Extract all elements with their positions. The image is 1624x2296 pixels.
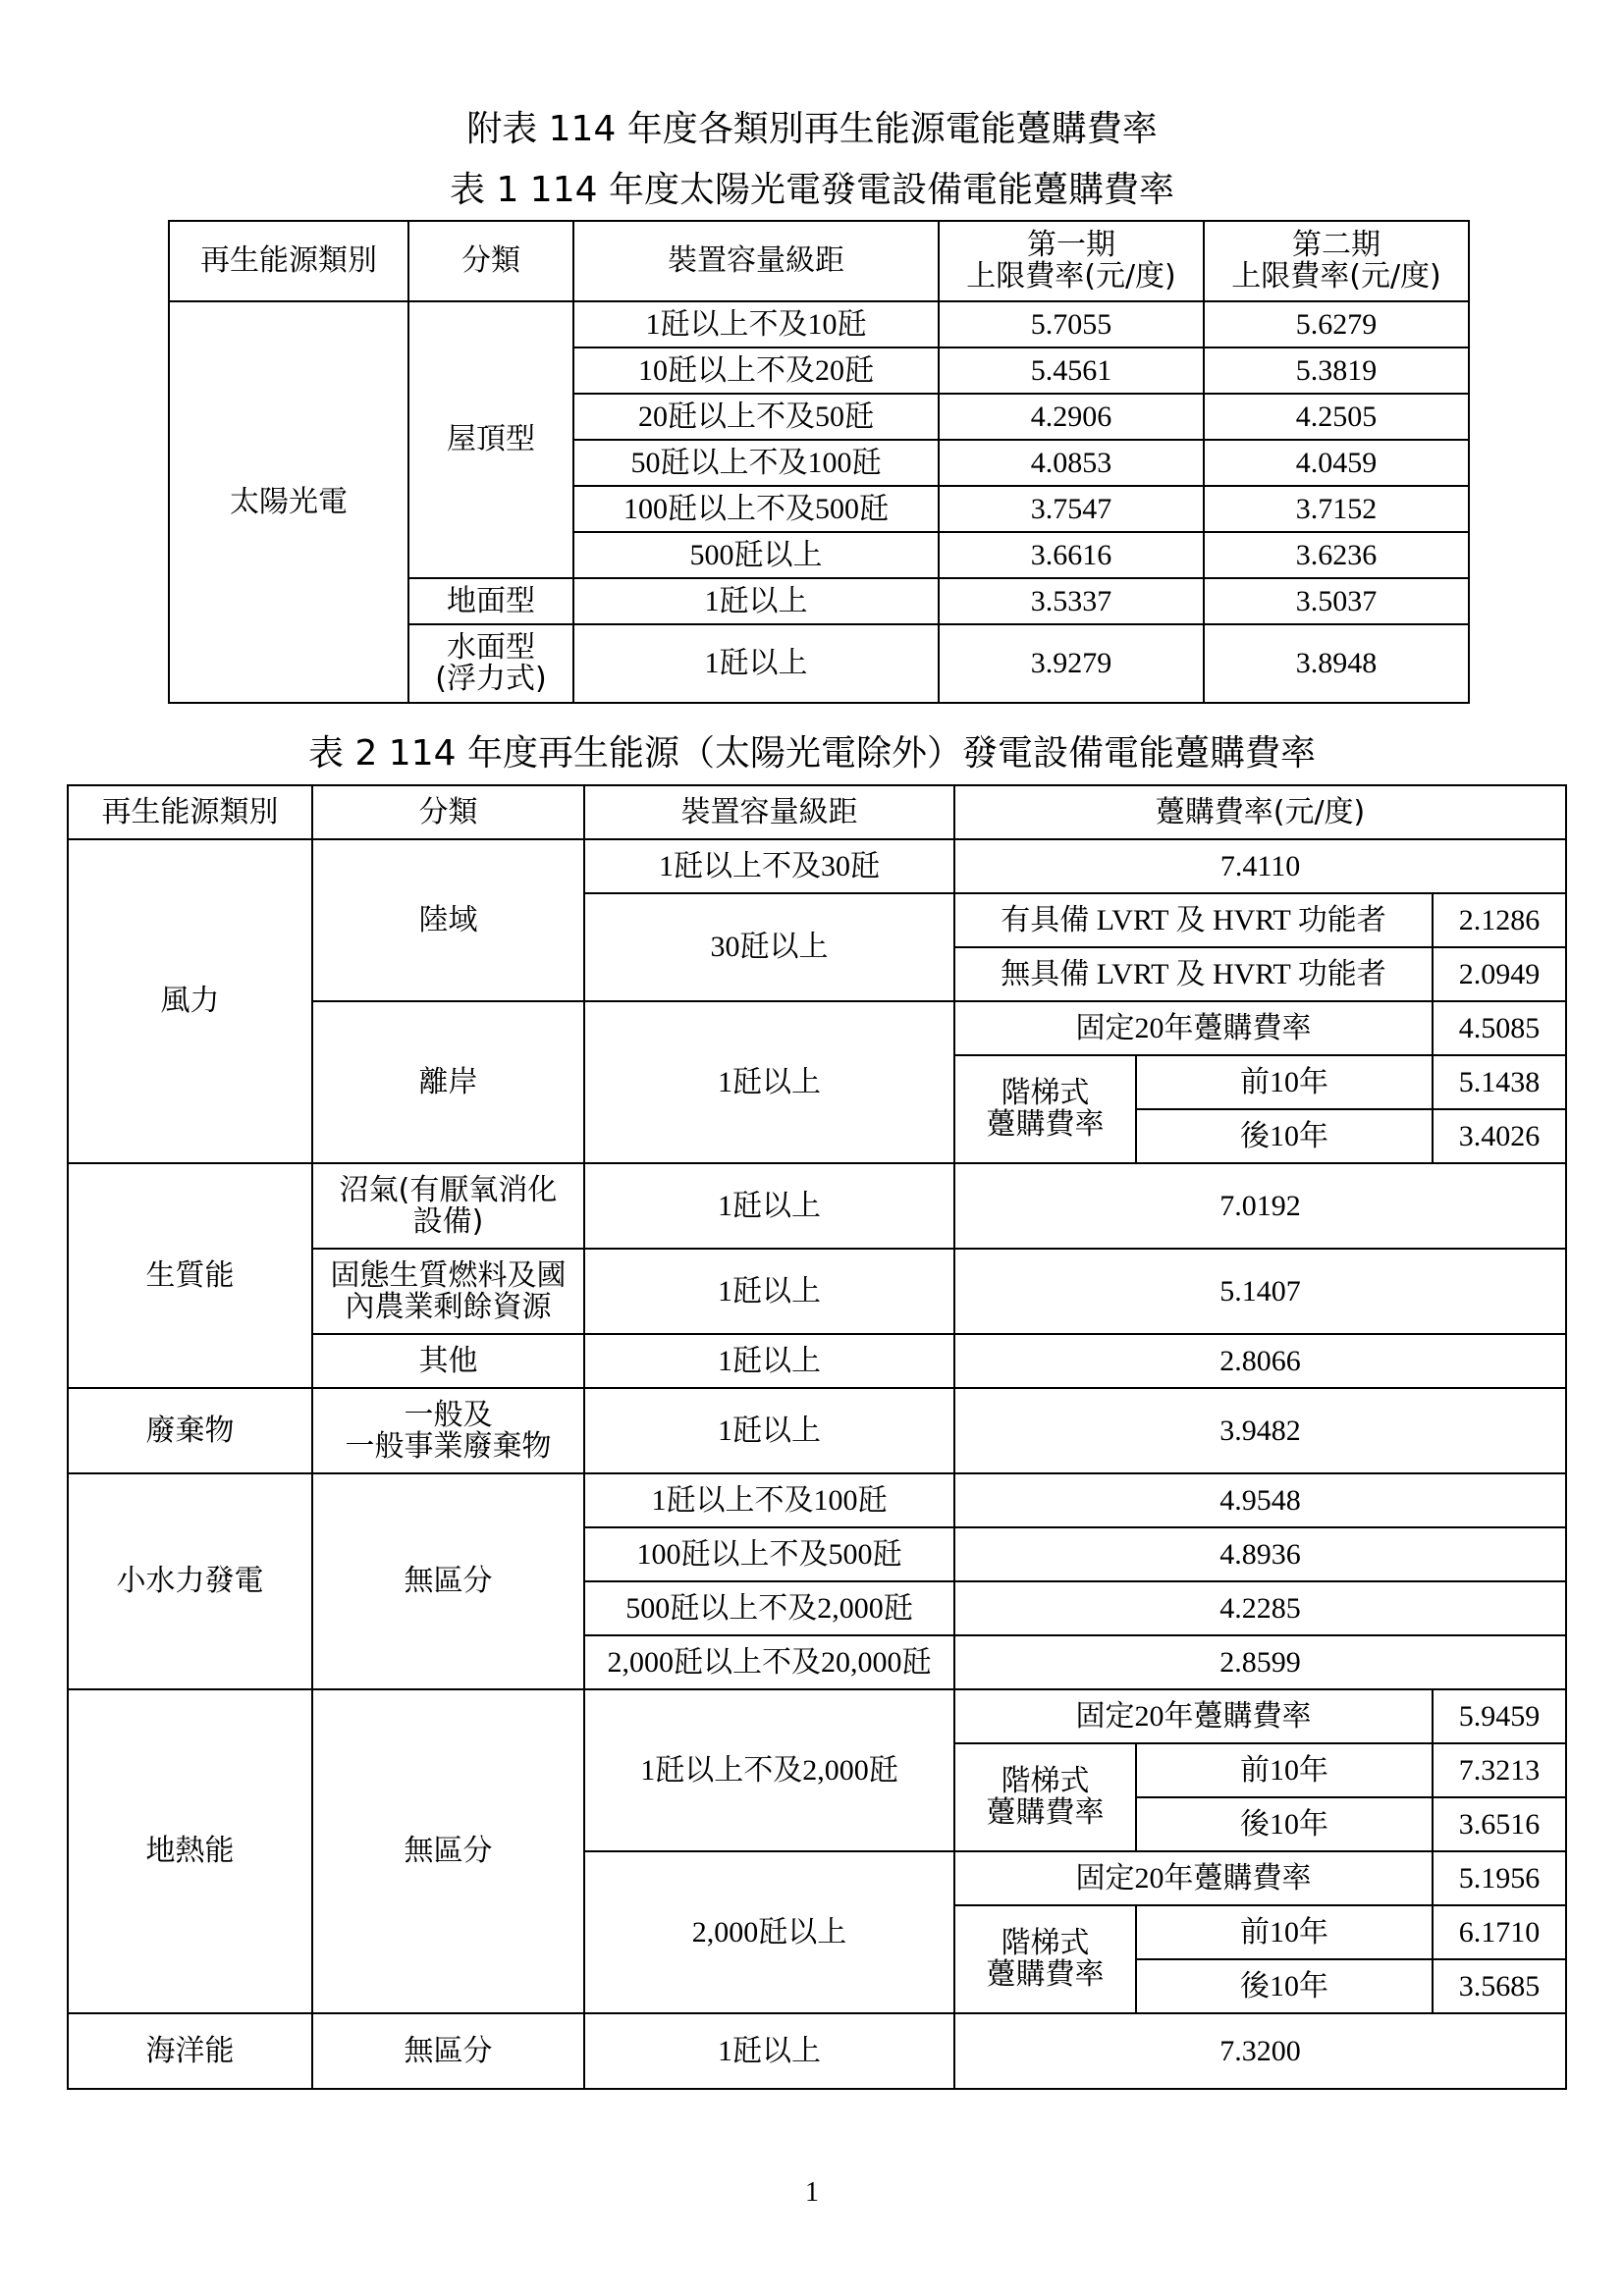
tiered-rate-label [954, 1743, 1136, 1851]
capacity-cell: 2,000瓩以上 [584, 1851, 954, 2013]
rate-cell: 5.1407 [954, 1249, 1566, 1334]
fixed-rate-label: 固定20年躉購費率 [954, 1689, 1433, 1743]
type-waste-line2: 一般事業廢棄物 [345, 1428, 552, 1464]
type-rooftop: 屋頂型 [408, 301, 573, 578]
rate-cell: 5.6279 [1204, 301, 1469, 347]
header-category: 再生能源類別 [68, 785, 312, 839]
rate-cell: 7.3200 [954, 2013, 1566, 2089]
rate-cell: 3.6616 [939, 532, 1204, 578]
rate-cell: 4.2906 [939, 394, 1204, 440]
capacity-cell: 1瓩以上 [573, 624, 939, 703]
type-onshore: 陸域 [312, 839, 584, 1001]
last10-label: 後10年 [1136, 1109, 1433, 1163]
rate-cell: 2.0949 [1433, 947, 1566, 1001]
header-period1-line2: 上限費率(元/度) [966, 259, 1176, 294]
capacity-cell: 2,000瓩以上不及20,000瓩 [584, 1635, 954, 1689]
category-biomass: 生質能 [68, 1163, 312, 1388]
header-period1-line1: 第一期 [1027, 228, 1115, 262]
rate-cell: 2.1286 [1433, 893, 1566, 947]
capacity-cell: 1瓩以上 [584, 1001, 954, 1163]
capacity-cell: 1瓩以上不及2,000瓩 [584, 1689, 954, 1851]
capacity-cell: 1瓩以上 [573, 578, 939, 624]
capacity-cell: 500瓩以上 [573, 532, 939, 578]
rate-cell: 3.8948 [1204, 624, 1469, 703]
capacity-cell: 100瓩以上不及500瓩 [584, 1527, 954, 1581]
category-geothermal: 地熱能 [68, 1689, 312, 2013]
capacity-cell: 1瓩以上不及100瓩 [584, 1473, 954, 1527]
rate-cell: 4.5085 [1433, 1001, 1566, 1055]
type-solid-line1: 固態生質燃料及國 [330, 1257, 567, 1293]
rate-cell: 5.1438 [1433, 1055, 1566, 1109]
renewable-rate-table [67, 784, 1567, 2090]
rate-cell: 4.8936 [954, 1527, 1566, 1581]
rate-cell: 7.4110 [954, 839, 1566, 893]
rate-cell: 7.0192 [954, 1163, 1566, 1249]
last10-label: 後10年 [1136, 1797, 1433, 1851]
rate-cell: 7.3213 [1433, 1743, 1566, 1797]
header-capacity: 裝置容量級距 [573, 221, 939, 301]
table-row [68, 839, 1566, 893]
header-period2-line1: 第二期 [1292, 228, 1380, 262]
type-ground: 地面型 [408, 578, 573, 624]
lvrt-with-label: 有具備 LVRT 及 HVRT 功能者 [954, 893, 1433, 947]
rate-cell: 3.4026 [1433, 1109, 1566, 1163]
rate-cell: 3.5337 [939, 578, 1204, 624]
capacity-cell: 1瓩以上 [584, 1388, 954, 1473]
capacity-cell: 100瓩以上不及500瓩 [573, 486, 939, 532]
table1-caption: 表 1 114 年度太陽光電發電設備電能躉購費率 [450, 170, 1174, 210]
category-waste: 廢棄物 [68, 1388, 312, 1473]
category-wind: 風力 [68, 839, 312, 1163]
capacity-cell: 1瓩以上不及30瓩 [584, 839, 954, 893]
tiered-line1: 階梯式 [1001, 1764, 1090, 1798]
table-row [68, 1163, 1566, 1249]
rate-cell: 5.1956 [1433, 1851, 1566, 1905]
type-offshore: 離岸 [312, 1001, 584, 1163]
solar-rate-table [168, 220, 1470, 704]
rate-cell: 3.7152 [1204, 486, 1469, 532]
type-biogas-line1: 沼氣(有厭氧消化 [339, 1172, 558, 1207]
rate-cell: 4.2505 [1204, 394, 1469, 440]
category-ocean: 海洋能 [68, 2013, 312, 2089]
type-waste-line1: 一般及 [404, 1397, 493, 1432]
category-solar: 太陽光電 [169, 301, 408, 703]
rate-cell: 5.4561 [939, 347, 1204, 394]
table-row [68, 1689, 1566, 1743]
tiered-rate-label [954, 1905, 1136, 2013]
type-general-waste [312, 1388, 584, 1473]
capacity-cell: 10瓩以上不及20瓩 [573, 347, 939, 394]
type-undivided: 無區分 [312, 1473, 584, 1689]
rate-cell: 6.1710 [1433, 1905, 1566, 1959]
header-capacity: 裝置容量級距 [584, 785, 954, 839]
tiered-line2: 躉購費率 [986, 1957, 1105, 1992]
type-solid-biomass [312, 1249, 584, 1334]
capacity-cell: 20瓩以上不及50瓩 [573, 394, 939, 440]
rate-cell: 2.8066 [954, 1334, 1566, 1388]
lvrt-without-label: 無具備 LVRT 及 HVRT 功能者 [954, 947, 1433, 1001]
fixed-rate-label: 固定20年躉購費率 [954, 1851, 1433, 1905]
capacity-cell: 1瓩以上 [584, 1249, 954, 1334]
type-floating [408, 624, 573, 703]
tiered-rate-label [954, 1055, 1136, 1163]
table-row [68, 1388, 1566, 1473]
rate-cell: 5.9459 [1433, 1689, 1566, 1743]
category-hydro: 小水力發電 [68, 1473, 312, 1689]
header-period1 [939, 221, 1204, 301]
table-row [68, 1473, 1566, 1527]
table-header-row [169, 221, 1469, 301]
rate-cell: 3.5685 [1433, 1959, 1566, 2013]
type-biogas [312, 1163, 584, 1249]
rate-cell: 3.9279 [939, 624, 1204, 703]
header-period2 [1204, 221, 1469, 301]
tiered-line2: 躉購費率 [986, 1107, 1105, 1142]
fixed-rate-label: 固定20年躉購費率 [954, 1001, 1433, 1055]
rate-cell: 3.7547 [939, 486, 1204, 532]
rate-cell: 5.7055 [939, 301, 1204, 347]
type-floating-line1: 水面型 [447, 630, 535, 665]
capacity-cell: 1瓩以上 [584, 2013, 954, 2089]
capacity-cell: 1瓩以上不及10瓩 [573, 301, 939, 347]
type-other: 其他 [312, 1334, 584, 1388]
rate-cell: 4.2285 [954, 1581, 1566, 1635]
type-biogas-line2: 設備) [412, 1203, 484, 1239]
rate-cell: 4.9548 [954, 1473, 1566, 1527]
header-period2-line2: 上限費率(元/度) [1231, 259, 1441, 294]
rate-cell: 3.6516 [1433, 1797, 1566, 1851]
capacity-cell: 1瓩以上 [584, 1163, 954, 1249]
table2-caption: 表 2 114 年度再生能源（太陽光電除外）發電設備電能躉購費率 [308, 733, 1316, 774]
header-category: 再生能源類別 [169, 221, 408, 301]
header-rate: 躉購費率(元/度) [954, 785, 1566, 839]
page-number: 1 [805, 2177, 819, 2208]
document-title: 附表 114 年度各類別再生能源電能躉購費率 [466, 109, 1158, 149]
type-floating-line2: (浮力式) [435, 662, 547, 696]
last10-label: 後10年 [1136, 1959, 1433, 2013]
tiered-line2: 躉購費率 [986, 1795, 1105, 1830]
first10-label: 前10年 [1136, 1905, 1433, 1959]
header-type: 分類 [312, 785, 584, 839]
rate-cell: 4.0853 [939, 440, 1204, 486]
type-solid-line2: 內農業剩餘資源 [345, 1289, 552, 1324]
rate-cell: 3.6236 [1204, 532, 1469, 578]
capacity-cell: 500瓩以上不及2,000瓩 [584, 1581, 954, 1635]
tiered-line1: 階梯式 [1001, 1926, 1090, 1960]
table-row [169, 301, 1469, 347]
first10-label: 前10年 [1136, 1055, 1433, 1109]
rate-cell: 5.3819 [1204, 347, 1469, 394]
capacity-cell: 30瓩以上 [584, 893, 954, 1001]
table-header-row [68, 785, 1566, 839]
rate-cell: 3.9482 [954, 1388, 1566, 1473]
rate-cell: 3.5037 [1204, 578, 1469, 624]
capacity-cell: 1瓩以上 [584, 1334, 954, 1388]
capacity-cell: 50瓩以上不及100瓩 [573, 440, 939, 486]
type-undivided: 無區分 [312, 1689, 584, 2013]
table-row [68, 2013, 1566, 2089]
type-undivided: 無區分 [312, 2013, 584, 2089]
rate-cell: 2.8599 [954, 1635, 1566, 1689]
rate-cell: 4.0459 [1204, 440, 1469, 486]
first10-label: 前10年 [1136, 1743, 1433, 1797]
tiered-line1: 階梯式 [1001, 1076, 1090, 1110]
header-type: 分類 [408, 221, 573, 301]
